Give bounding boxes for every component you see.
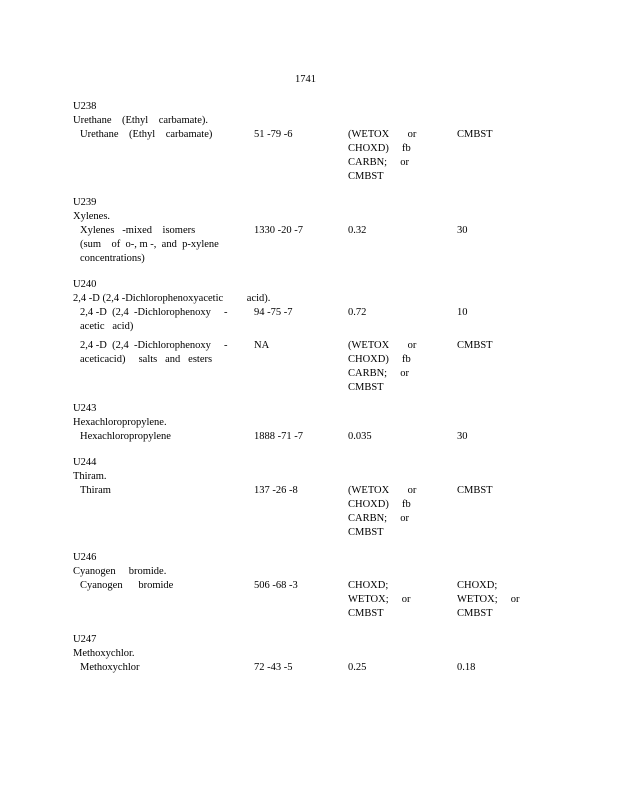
- entry-code: U240: [73, 279, 97, 290]
- wastewater-standard: (WETOX or CHOXD) fb CARBN; or CMBST: [348, 340, 417, 393]
- cas-number: 1330 -20 -7: [254, 225, 303, 236]
- constituent-name: Methoxychlor: [80, 662, 140, 673]
- entry-code: U238: [73, 101, 97, 112]
- constituent-name: Xylenes -mixed isomers (sum of o-, m -, and p-xylene concentrations): [80, 225, 219, 264]
- table-row: [73, 339, 573, 395]
- entry-u243: [73, 402, 573, 444]
- cas-number: NA: [254, 340, 270, 351]
- nonwastewater-standard: CMBST: [457, 485, 493, 496]
- entry-code: U243: [73, 403, 97, 414]
- wastewater-standard: (WETOX or CHOXD) fb CARBN; or CMBST: [348, 129, 417, 182]
- entry-code: U244: [73, 457, 97, 468]
- cas-number: 137 -26 -8: [254, 485, 298, 496]
- constituent-name: 2,4 -D (2,4 -Dichlorophenoxy - acetic acid): [80, 307, 228, 332]
- entry-title: Thiram.: [73, 471, 107, 482]
- table-row: [73, 579, 573, 621]
- entry-code: U247: [73, 634, 97, 645]
- entry-title: Cyanogen bromide.: [73, 566, 167, 577]
- entry-title: 2,4 -D (2,4 -Dichlorophenoxyacetic acid).: [73, 293, 271, 304]
- cas-number: 506 -68 -3: [254, 580, 298, 591]
- entry-u238: [73, 100, 573, 184]
- cas-number: 72 -43 -5: [254, 662, 293, 673]
- wastewater-standard: 0.32: [348, 225, 367, 236]
- entry-title: Xylenes.: [73, 211, 111, 222]
- nonwastewater-standard: CMBST: [457, 340, 493, 351]
- table-row: [73, 128, 573, 184]
- nonwastewater-standard: 10: [457, 307, 468, 318]
- nonwastewater-standard: 30: [457, 431, 468, 442]
- constituent-name: 2,4 -D (2,4 -Dichlorophenoxy - aceticacid) salts and esters: [80, 340, 228, 365]
- table-row: [73, 306, 573, 334]
- nonwastewater-standard: 0.18: [457, 662, 476, 673]
- wastewater-standard: 0.035: [348, 431, 372, 442]
- entry-u247: [73, 633, 573, 675]
- table-row: [73, 430, 573, 444]
- table-row: [73, 224, 573, 266]
- entry-code: U246: [73, 552, 97, 563]
- nonwastewater-standard: CMBST: [457, 129, 493, 140]
- constituent-name: Cyanogen bromide: [80, 580, 174, 591]
- wastewater-standard: 0.25: [348, 662, 367, 673]
- entry-u240: [73, 278, 573, 395]
- nonwastewater-standard: 30: [457, 225, 468, 236]
- constituent-name: Thiram: [80, 485, 111, 496]
- entry-title: Methoxychlor.: [73, 648, 135, 659]
- entry-code: U239: [73, 197, 97, 208]
- table-row: [73, 484, 573, 540]
- nonwastewater-standard: CHOXD; WETOX; or CMBST: [457, 580, 520, 619]
- cas-number: 1888 -71 -7: [254, 431, 303, 442]
- entry-u246: [73, 551, 573, 621]
- constituent-name: Urethane (Ethyl carbamate): [80, 129, 213, 140]
- cas-number: 94 -75 -7: [254, 307, 293, 318]
- entry-title: Urethane (Ethyl carbamate).: [73, 115, 208, 126]
- wastewater-standard: (WETOX or CHOXD) fb CARBN; or CMBST: [348, 485, 417, 538]
- table-row: [73, 661, 573, 675]
- wastewater-standard: 0.72: [348, 307, 367, 318]
- constituent-name: Hexachloropropylene: [80, 431, 171, 442]
- entry-u244: [73, 456, 573, 540]
- entry-title: Hexachloropropylene.: [73, 417, 167, 428]
- wastewater-standard: CHOXD; WETOX; or CMBST: [348, 580, 411, 619]
- cas-number: 51 -79 -6: [254, 129, 293, 140]
- entry-u239: [73, 196, 573, 266]
- page-number: 1741: [295, 74, 316, 85]
